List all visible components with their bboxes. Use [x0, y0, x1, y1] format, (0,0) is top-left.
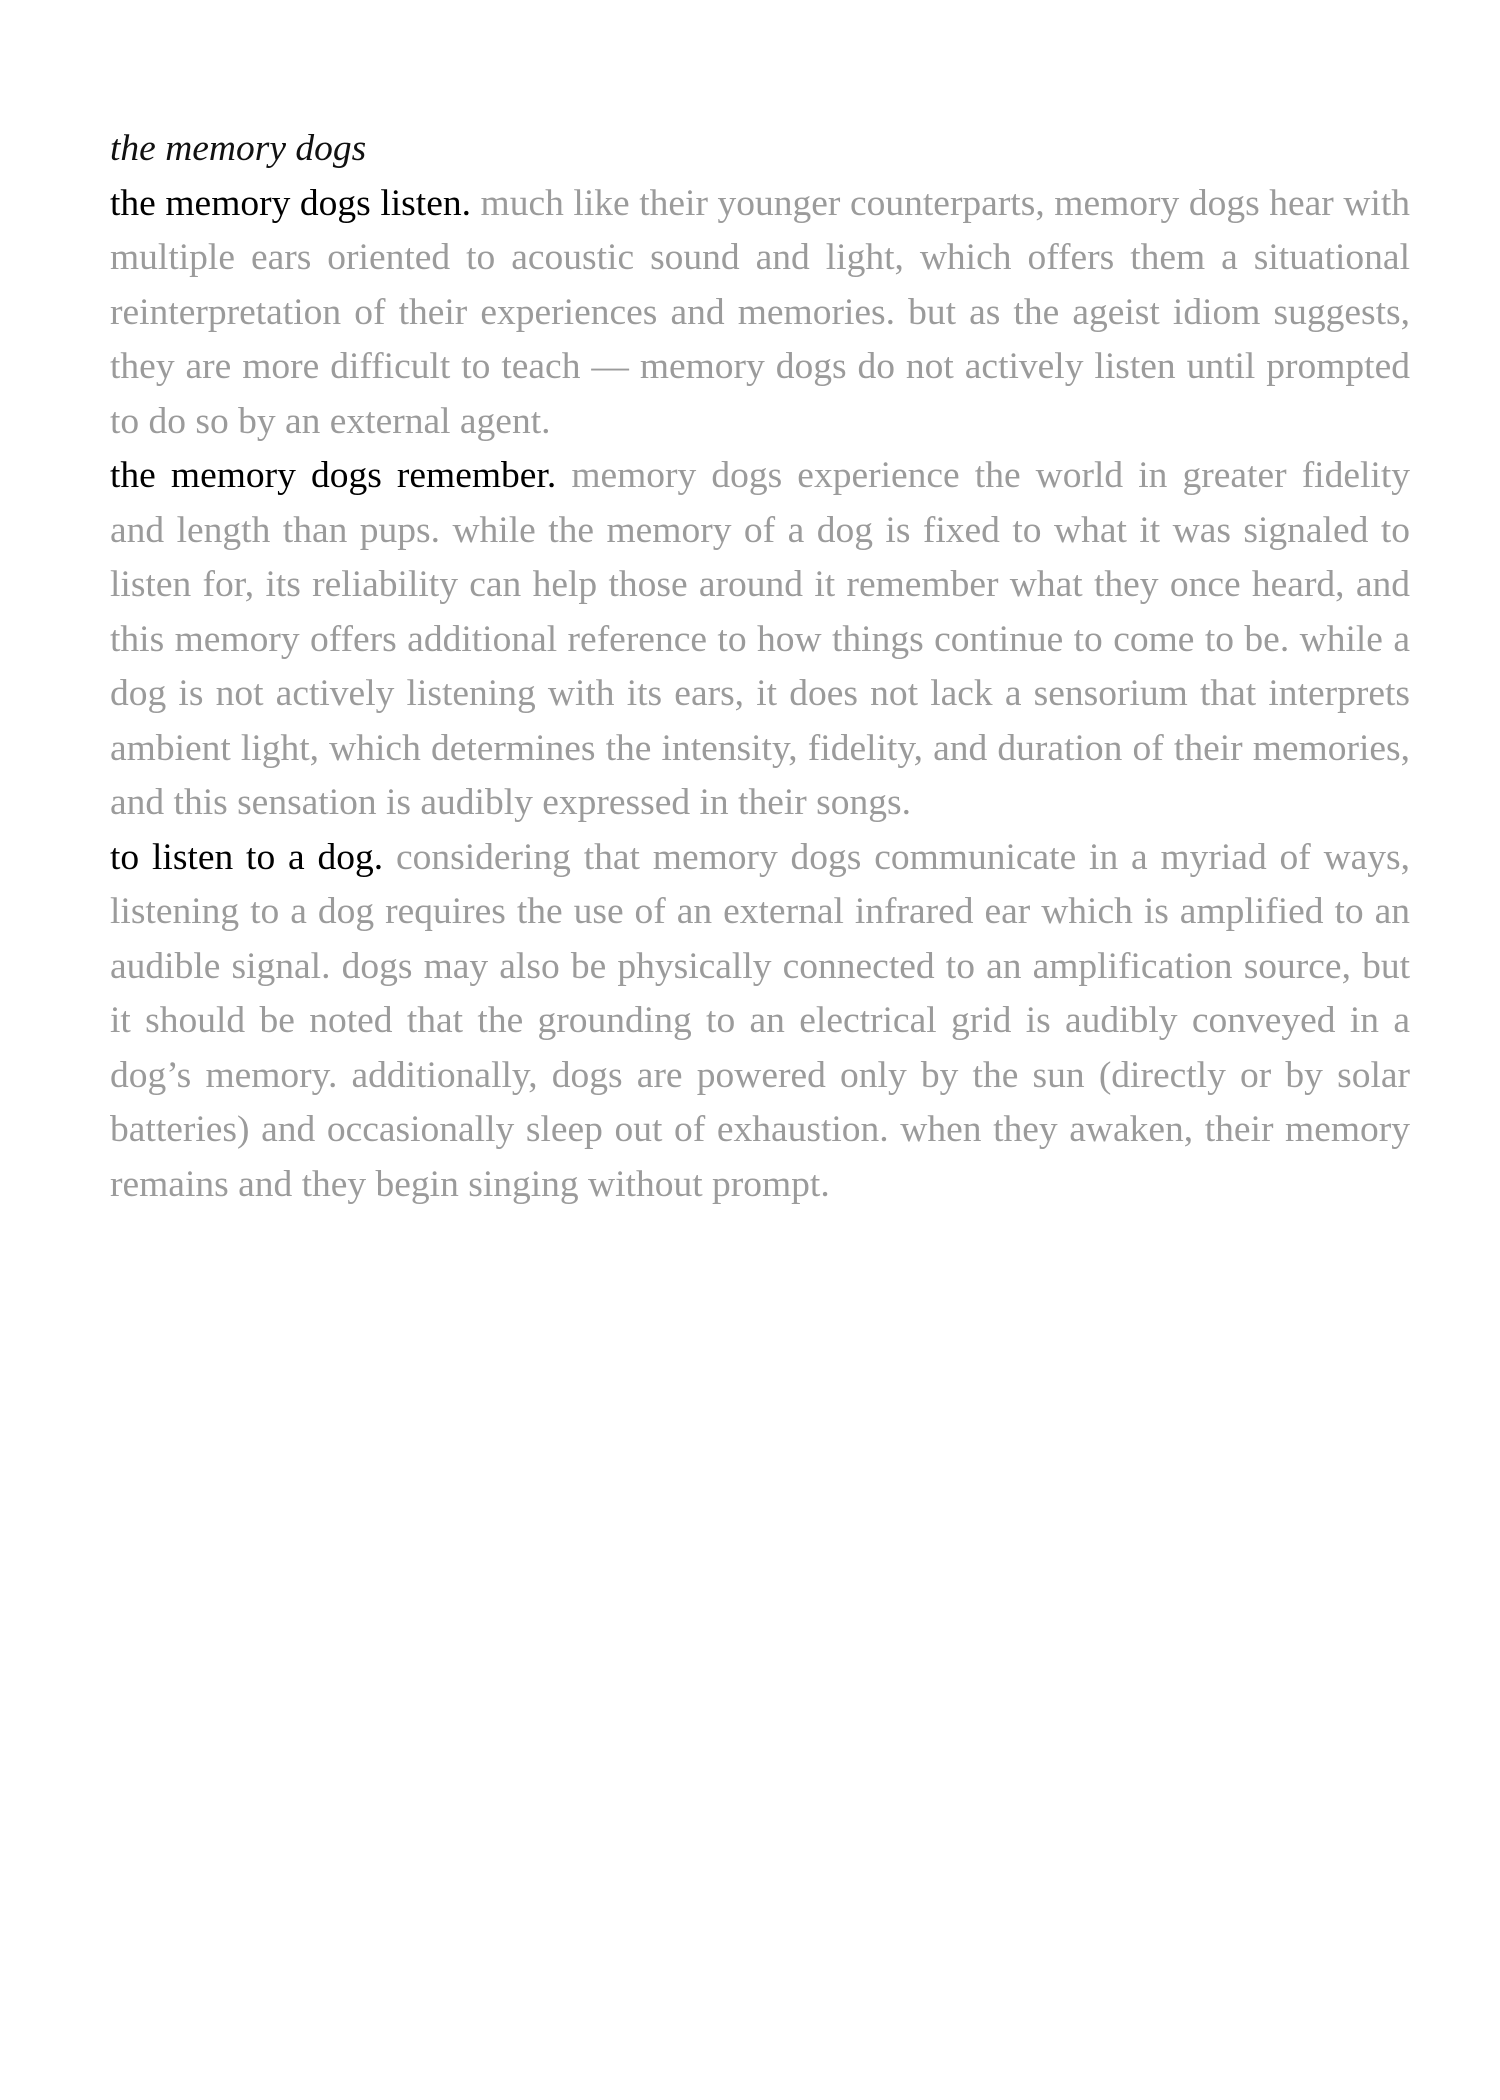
paragraph-lead: the memory dogs listen.	[110, 182, 471, 224]
document-title: the memory dogs	[110, 128, 367, 169]
paragraph-text: considering that memory dogs communicate in a myriad of ways, listening to a dog requires the use of an external infrared ear which is amplified to an audible signal. dogs may also be physically connected to an amplification source, but it should be noted that the grounding to an electrical grid is audibly conveyed in a dog’s memory. additionally, dogs are powered only by the sun (directly or by solar batteries) and occasionally sleep out of exhaustion. when they awaken, their memory remains and they begin singing without prompt.	[110, 836, 1411, 1205]
paragraph-listen	[110, 177, 1410, 450]
paragraph-lead: the memory dogs remember.	[110, 455, 557, 496]
document-body	[110, 122, 1410, 1212]
paragraph-text: much like their younger counterparts, memory dogs hear with multiple ears oriented to acoustic sound and light, which offers them a situational reinterpretation of their experiences and memories. but as the ageist idiom suggests, they are more difficult to teach — memory dogs do not actively listen until prompted to do so by an external agent.	[110, 182, 1410, 442]
paragraph-remember	[110, 449, 1410, 831]
paragraph-listen-to-dog	[110, 831, 1410, 1213]
paragraph-text: memory dogs experience the world in greater fidelity and length than pups. while the memory of a dog is fixed to what it was signaled to listen for, its reliability can help those around it remember what they once heard, and this memory offers additional reference to how things continue to come to be. while a dog is not actively listening with its ears, it does not lack a sensorium that interprets ambient light, which determines the intensity, fidelity, and duration of their memories, and this sensation is audibly expressed in their songs.	[110, 455, 1411, 823]
paragraph-lead: to listen to a dog.	[110, 836, 384, 878]
